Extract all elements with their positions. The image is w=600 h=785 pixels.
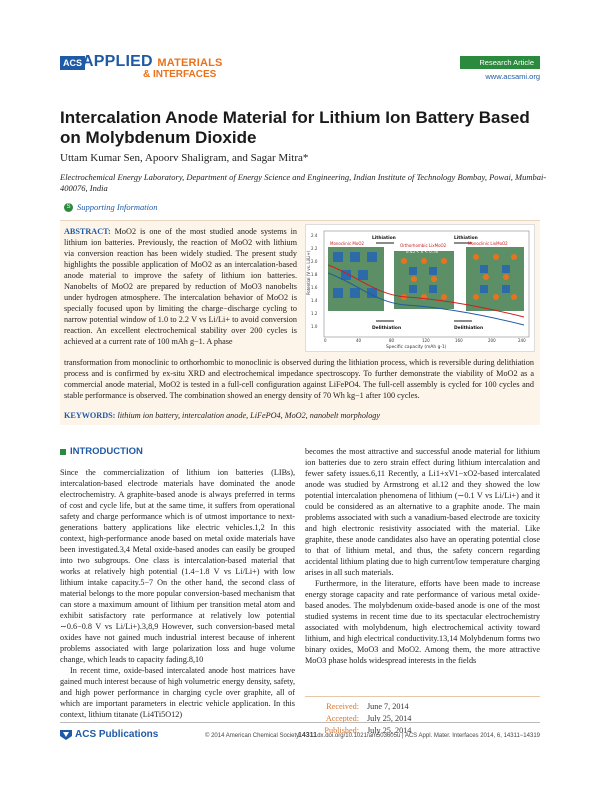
- received-label: Received:: [326, 702, 359, 711]
- journal-name-line2: & INTERFACES: [143, 69, 217, 80]
- page-footer: [60, 722, 540, 742]
- intro-right-paragraph-1: becomes the most attractive and successful anode material for lithium ion batteries due to zero strain effect during lithium intercalation and fewer safety issues.6,11 Recently, a Li1+xV1−xO2-based intercalated anode was studied by Armstrong et al.12 and they showed the low potential intercalation phenomena of lithium (∼0.1 V vs Li/Li+) and it could be considered as an alternative to a graphite anode. The main problems associated with such a vanadium-based electrode are toxicity and high electronic resistivity associated with the material. Like graphite, these anode candidates also have an operating potential close to that of lithium metal, and thus, the safety concern regarding accidental lithium plating due to high current/low temperature charging arises in all such materials.: [305, 447, 540, 577]
- abstract-label: ABSTRACT:: [64, 227, 111, 236]
- publisher-logo: [60, 729, 158, 740]
- copyright: © 2014 American Chemical Society: [205, 733, 300, 739]
- doi-link[interactable]: dx.doi.org/10.1021/am503605u | ACS Appl. Mater. Interfaces 2014, 6, 14311−14319: [317, 733, 540, 739]
- journal-url-link[interactable]: www.acsami.org: [485, 72, 540, 81]
- toc-crystal-middle: [394, 251, 454, 309]
- supporting-info-icon: S: [64, 203, 73, 212]
- intro-heading-text: INTRODUCTION: [70, 446, 143, 457]
- toc-y-tick-7: 1.0: [311, 324, 318, 329]
- publisher-name: ACS Publications: [75, 729, 159, 740]
- article-type-badge: Research Article: [460, 56, 540, 69]
- received-value: June 7, 2014: [367, 702, 409, 711]
- toc-y-tick-2: 2.0: [311, 259, 318, 264]
- toc-label-monoclinic-left: Monoclinic MoO2: [330, 241, 365, 246]
- date-received: [305, 701, 540, 713]
- published-value: July 25, 2014: [367, 726, 412, 735]
- published-label: Published:: [324, 726, 359, 735]
- supporting-info-link[interactable]: [64, 202, 158, 212]
- toc-x-tick-2: 80: [389, 338, 395, 343]
- body-column-left: [60, 446, 295, 720]
- toc-x-tick-1: 40: [356, 338, 362, 343]
- toc-x-axis-label: Specific capacity (mAh g-1): [386, 345, 447, 350]
- supporting-info-label: Supporting Information: [77, 202, 158, 212]
- intro-right-paragraph-2: Furthermore, in the literature, efforts have been made to increase energy storage capacity and rate performance of various metal oxide-based anodes. The molybdenum oxide-based anode is one of the most studied systems in recent time due to its spectacular electrochemistry associated with molybdenum, high electrochemical activity toward lithium, and high electrical conductivity.13,14 Molybdenum forms two binary oxides, MoO3 and MoO2. Among them, the more attractive MoO3 phase holds widespread interests in the fields: [305, 579, 540, 665]
- toc-x-ticks: [324, 338, 526, 343]
- toc-y-tick-6: 1.2: [311, 311, 318, 316]
- intro-heading: [60, 446, 295, 457]
- author-list[interactable]: Uttam Kumar Sen, Apoorv Shaligram, and Sagar Mitra*: [60, 152, 309, 164]
- toc-y-axis-label: Potential (V vs. Li/Li+): [306, 250, 311, 295]
- toc-y-tick-5: 1.4: [311, 298, 318, 303]
- toc-x-tick-6: 240: [518, 338, 526, 343]
- toc-label-lithiation-2: Lithiation: [454, 236, 478, 241]
- abstract-body-1: MoO2 is one of the most studied anode systems in lithium ion batteries. Previously, the reaction of MoO2 with lithium via conversion reaction has been widely studied. The present study highlights the possible application of MoO2 as an intercalation-based anode material to improve the safety of lithium ion batteries. Nanobelts of MoO2 are prepared by reduction of MoO3 nanobelts under hydrogen atmosphere. The intercalation behavior of MoO2 is specially focused upon by limiting the charge−discharge cycling to narrow potential window of 1.0 to 2.2 V vs Li/Li+ to avoid conversion reaction. An excellent electrochemical stability over 200 cycles is achieved at a current rate of 100 mAh g−1. A phase: [64, 227, 297, 346]
- toc-x-tick-5: 200: [488, 338, 496, 343]
- intro-left-paragraph-1: Since the commercialization of lithium ion batteries (LIBs), intercalation-based electrode materials have dominated the anode electrochemistry. A graphite-based anode is always preferred in terms of cost and cycle life, but at the same time, it suffers from operational safety and charge performance which is of utmost importance to next-generations battery applications like electric vehicles.1,2 In this context, high-performance anode based on metal oxide materials have been investigated.3,4 Metal oxide-based anodes can easily be grouped into two subgroups. One class is intercalation-based material that works at relatively high potential (1.4−1.8 V vs Li/Li+) with low lithium intake capacity.5−7 On the other hand, the second class of material belongs to the more popular conversion-based mechanism that can store a maximum amount of lithium per transition metal atom and exhibit satisfactory rate performance at relatively low potential ∼0.6−0.8 V vs Li/Li+).3,8,9 However, such conversion-based metal oxides have not gained much industrial interest because of inherent problems associated with large polarization loss and huge volume change, which leads to capacity fading.8,10: [60, 468, 295, 664]
- journal-name-main: APPLIED: [82, 53, 153, 70]
- accepted-label: Accepted:: [325, 714, 359, 723]
- toc-x-tick-0: 0: [324, 338, 327, 343]
- toc-label-lithiation-1: Lithiation: [372, 236, 396, 241]
- toc-y-tick-4: 1.6: [311, 285, 318, 290]
- toc-y-tick-3: 1.8: [311, 272, 318, 277]
- journal-logo: [60, 53, 260, 90]
- toc-label-delithiation-1: Delithiation: [372, 326, 402, 331]
- toc-graphic: [305, 224, 535, 352]
- toc-label-monoclinic-right: Monoclinic LixMoO2: [468, 241, 508, 246]
- toc-y-ticks: [311, 233, 318, 329]
- toc-y-tick-1: 2.2: [311, 246, 318, 251]
- toc-label-delithiation-2: Delithiation: [454, 326, 484, 331]
- intro-left-paragraph-2: In recent time, oxide-based intercalated anode host matrices have gained much interest because of high volumetric energy density, safety, and high power performance in charging cycle over graphite, all of which are important parameters in electric vehicle application. In this context, lithium titanate (Li4Ti5O12): [60, 666, 295, 719]
- toc-crystal-left: [328, 247, 384, 311]
- toc-label-orthorhombic: Orthorhombic LixMoO2: [400, 243, 447, 248]
- keywords: [64, 411, 534, 420]
- acs-logo: ACS: [60, 56, 85, 70]
- abstract-text-part2: transformation from monoclinic to orthorhombic to monoclinic is observed during the lithiation process, which is reversible during delithiation process and is confirmed by ex-situ XRD and electrochemical impedance spectroscopy. To further demonstrate the viability of MoO2 as a commercial anode material, MoO2 is tested in a full-cell configuration against LiFePO4. The full-cell assembly is cycled for 100 cycles and stable performance is observed. The combination showed an energy density of 70 Wh kg−1 after 100 cycles.: [64, 358, 534, 400]
- toc-crystal-right: [466, 247, 524, 311]
- keywords-label: KEYWORDS:: [64, 411, 116, 420]
- toc-figure-svg: [306, 225, 536, 353]
- toc-y-tick-0: 2.4: [311, 233, 318, 238]
- page-number: 14311: [298, 732, 318, 739]
- section-marker-icon: [60, 449, 66, 455]
- acs-shield-icon: [60, 730, 72, 740]
- body-column-right: [305, 446, 540, 666]
- abstract-text-part1: [64, 226, 297, 347]
- journal-name-small: MATERIALS: [157, 57, 223, 69]
- article-title: Intercalation Anode Material for Lithium Ion Battery Based on Molybdenum Dioxide: [60, 108, 530, 147]
- toc-x-tick-4: 160: [455, 338, 463, 343]
- accepted-value: July 25, 2014: [367, 714, 412, 723]
- keywords-list: lithium ion battery, intercalation anode, LiFePO4, MoO2, nanobelt morphology: [117, 411, 381, 420]
- affiliation: Electrochemical Energy Laboratory, Department of Energy Science and Engineering, Indian Institute of Technology Bombay, Powai, Mumbai-400076, India: [60, 172, 547, 193]
- toc-label-orthorhombic-range: 0.45 < x < 0.78: [406, 249, 438, 254]
- toc-x-tick-3: 120: [422, 338, 430, 343]
